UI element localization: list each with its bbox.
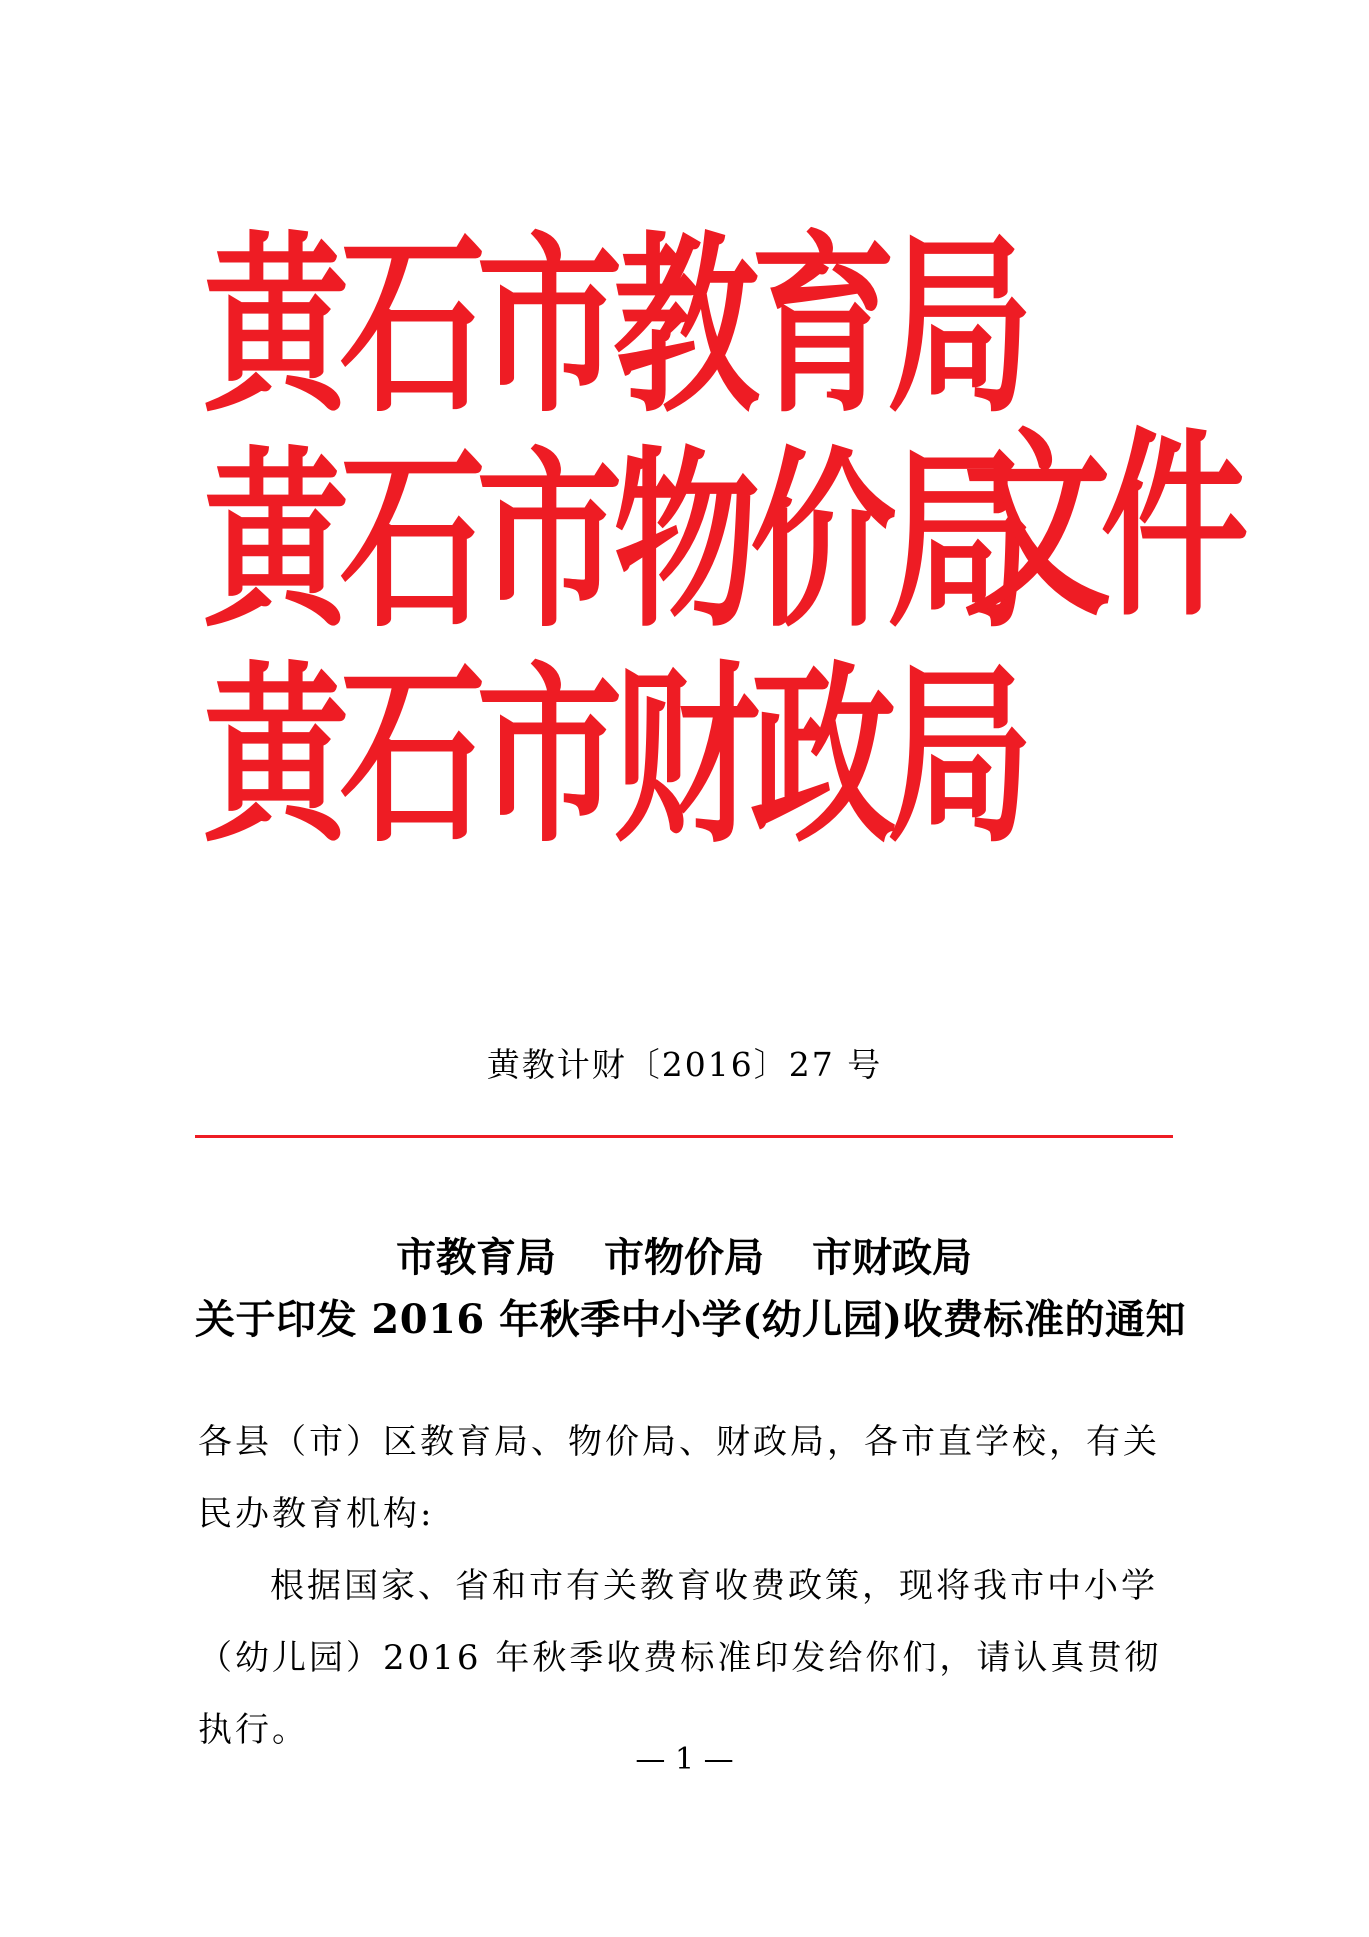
issuer-price: 市物价局	[604, 1234, 764, 1281]
issuer-finance: 市财政局	[812, 1234, 972, 1281]
body-paragraph: 根据国家、省和市有关教育收费政策，现将我市中小学（幼儿园）2016 年秋季收费标准印发给你们，请认真贯彻执行。	[198, 1566, 1162, 1750]
header-agency-finance: 黄石市财政局	[203, 646, 1024, 869]
document-number: 黄教计财〔2016〕27 号	[486, 1045, 883, 1084]
page-number: — 1 —	[635, 1742, 734, 1777]
title-issuers	[195, 1230, 1173, 1286]
addressee: 各县（市）区教育局、物价局、财政局，各市直学校，有关民办教育机构:	[198, 1422, 1160, 1534]
header-agency-price: 黄石市物价局	[203, 431, 1024, 654]
header-agency-education: 黄石市教育局	[203, 216, 1024, 439]
title-subject: 关于印发 2016 年秋季中小学(幼儿园)收费标准的通知	[195, 1296, 1187, 1343]
issuer-education: 市教育局	[396, 1234, 556, 1281]
red-header	[203, 216, 1239, 872]
red-divider	[195, 1135, 1173, 1138]
header-document-suffix: 文件	[963, 411, 1239, 644]
